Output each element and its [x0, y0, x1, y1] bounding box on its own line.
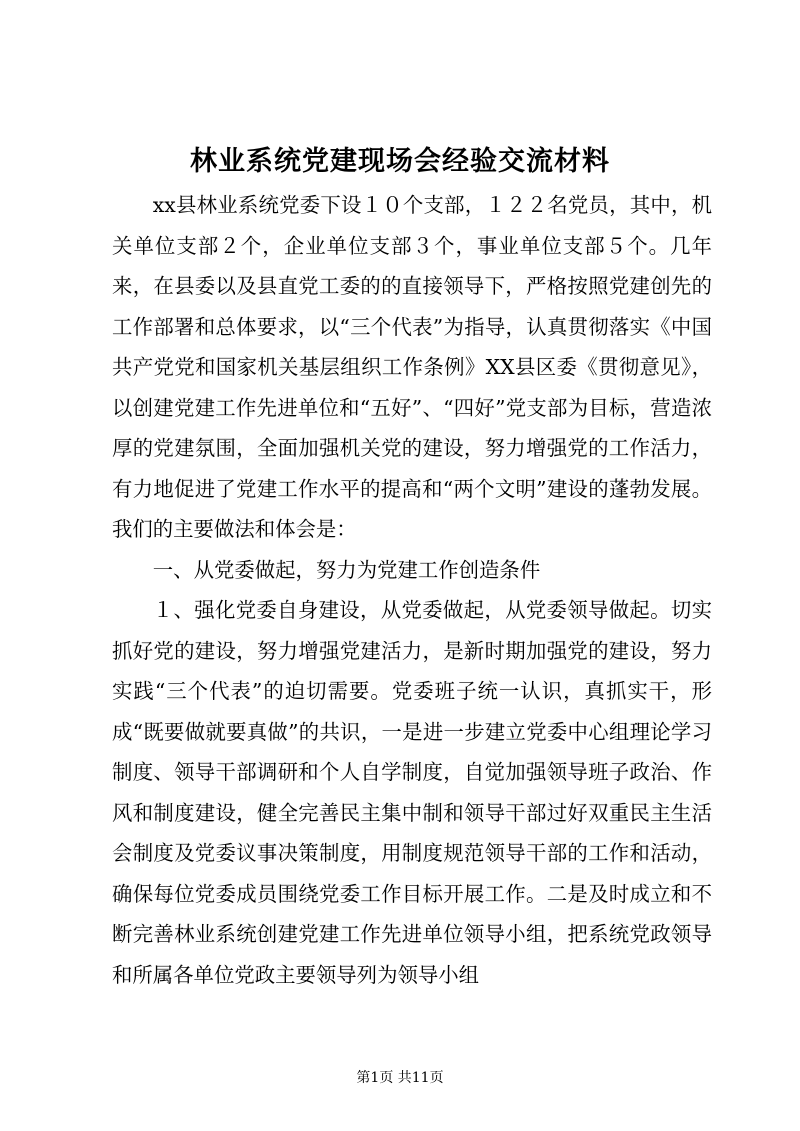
document-body — [112, 185, 712, 995]
page-number-footer: 第1页 共11页 — [356, 1070, 444, 1086]
paragraph-intro: xx县林业系统党委下设１０个支部，１２２名党员，其中，机关单位支部２个，企业单位支部３个，事业单位支部５个。几年来，在县委以及县直党工委的的直接领导下，严格按照党建创先的工作部署和总体要求，以“三个代表”为指导，认真贯彻落实《中国共产党党和国家机关基层组织工作条例》XX县区委《贯彻意见》，以创建党建工作先进单位和“五好”、“四好”党支部为目标，营造浓厚的党建氛围，全面加强机关党的建设，努力增强党的工作活力，有力地促进了党建工作水平的提高和“两个文明”建设的蓬勃发展。我们的主要做法和体会是： — [112, 193, 712, 541]
document-title: 林业系统党建现场会经验交流材料 — [190, 146, 610, 177]
paragraph-section-1-item-1: １、强化党委自身建设，从党委做起，从党委领导做起。切实抓好党的建设，努力增强党建活力，是新时期加强党的建设，努力实践“三个代表”的迫切需要。党委班子统一认识，真抓实干，形成“既要做就要真做”的共识，一是进一步建立党委中心组理论学习制度、领导干部调研和个人自学制度，自觉加强领导班子政治、作风和制度建设，健全完善民主集中制和领导干部过好双重民主生活会制度及党委议事决策制度，用制度规范领导干部的工作和活动，确保每位党委成员围绕党委工作目标开展工作。二是及时成立和不断完善林业系统创建党建工作先进单位领导小组，把系统党政领导和所属各单位党政主要领导列为领导小组 — [112, 598, 712, 987]
section-heading-1: 一、从党委做起，努力为党建工作创造条件 — [152, 557, 541, 582]
